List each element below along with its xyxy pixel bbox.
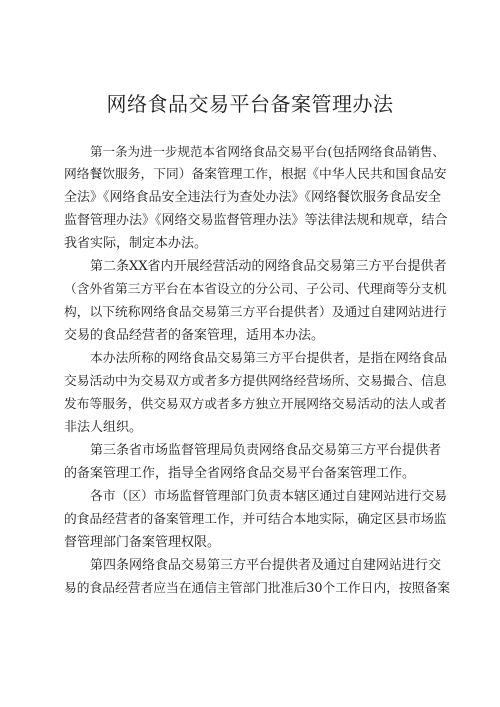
text-line: 网络餐饮服务，下同）备案管理工作，根据《中华人民共和国食品安 xyxy=(64,167,447,182)
article-1-paragraph xyxy=(64,140,450,255)
local-authority-paragraph xyxy=(64,485,450,554)
text-line: 第一条为进一步规范本省网络食品交易平台(包括网络食品销售、 xyxy=(90,144,445,159)
document-body xyxy=(64,140,450,600)
article-4-paragraph xyxy=(64,554,450,600)
text-line: 易的食品经营者应当在通信主管部门批准后30个工作日内，按照备案 xyxy=(64,581,450,596)
text-line: 我省实际，制定本办法。 xyxy=(64,236,208,251)
platform-definition-paragraph xyxy=(64,347,450,439)
text-line: 全法》《网络食品安全违法行为查处办法》《网络餐饮服务食品安全 xyxy=(64,190,442,205)
document-title: 网络食品交易平台备案管理办法 xyxy=(106,92,394,116)
text-line: 督管理部门备案管理权限。 xyxy=(64,535,221,550)
text-line: 的备案管理工作，指导全省网络食品交易平台备案管理工作。 xyxy=(64,466,416,481)
text-line: 第四条网络食品交易第三方平台提供者及通过自建网站进行交 xyxy=(90,558,442,573)
text-line: 交易活动中为交易双方或者多方提供网络经营场所、交易撮合、信息 xyxy=(64,374,447,389)
text-line: 本办法所称的网络食品交易第三方平台提供者，是指在网络食品 xyxy=(90,351,447,366)
text-line: 的食品经营者的备案管理工作，并可结合本地实际，确定区县市场监 xyxy=(64,512,447,527)
text-line: 交易的食品经营者的备案管理，适用本办法。 xyxy=(64,328,325,343)
text-line: 非法人组织。 xyxy=(64,420,143,435)
text-line: 构，以下统称网络食品交易第三方平台提供者）及通过自建网站进行 xyxy=(64,305,447,320)
text-line: 第二条XX省内开展经营活动的网络食品交易第三方平台提供者 xyxy=(90,259,447,274)
text-line: 监督管理办法》《网络交易监督管理办法》等法律法规和规章，结合 xyxy=(64,213,448,228)
text-line: 第三条省市场监督管理局负责网络食品交易第三方平台提供者 xyxy=(90,443,442,458)
article-3-paragraph xyxy=(64,439,450,485)
text-line: 发布等服务，供交易双方或者多方独立开展网络交易活动的法人或者 xyxy=(64,397,447,412)
text-line: 各市（区）市场监督管理部门负责本辖区通过自建网站进行交易 xyxy=(90,489,447,504)
text-line: （含外省第三方平台在本省设立的分公司、子公司、代理商等分支机 xyxy=(64,282,447,297)
article-2-paragraph xyxy=(64,255,450,347)
